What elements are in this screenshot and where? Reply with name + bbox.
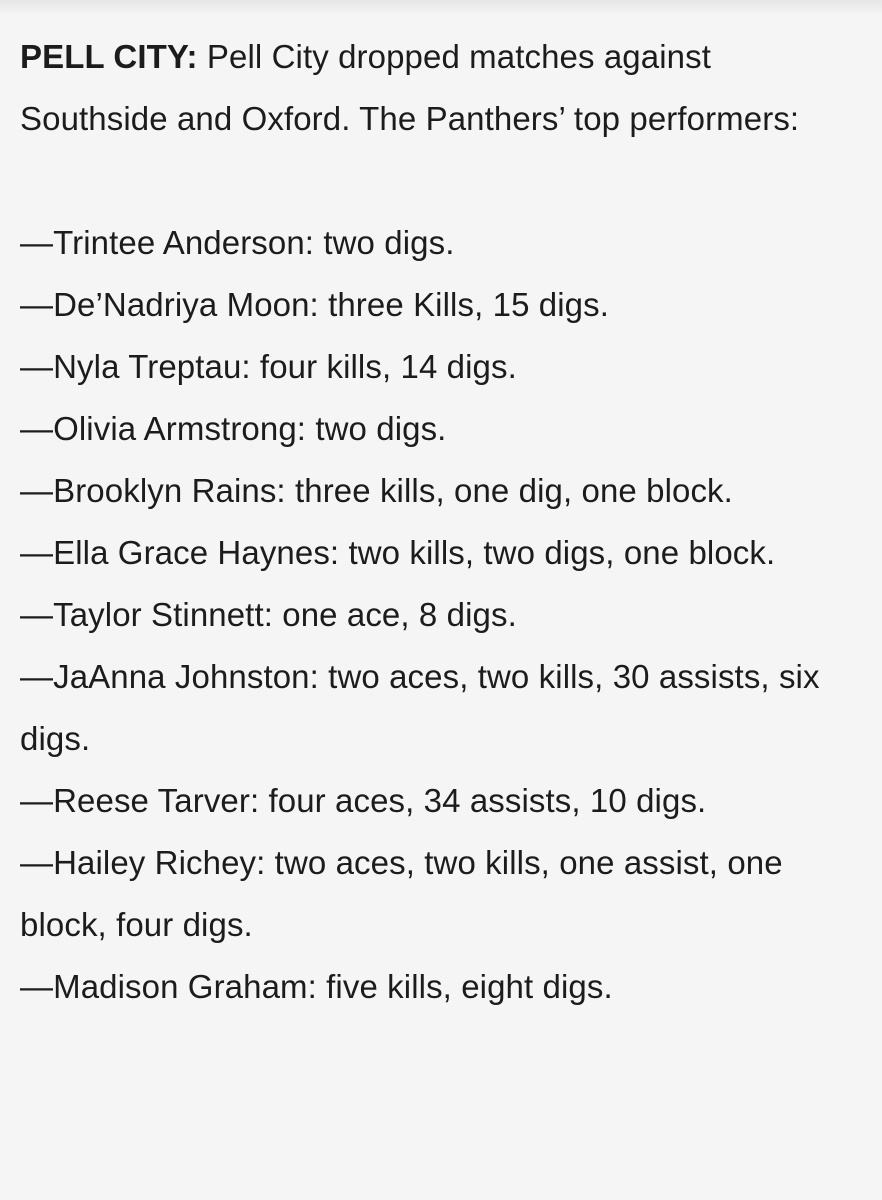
performer-text: Madison Graham: five kills, eight digs. [53, 968, 613, 1005]
performer-text: De’Nadriya Moon: three Kills, 15 digs. [53, 286, 609, 323]
dash: — [20, 658, 54, 695]
performer-item [20, 336, 858, 398]
performer-text: Olivia Armstrong: two digs. [53, 410, 447, 447]
article-text [20, 26, 858, 1018]
performer-text: Reese Tarver: four aces, 34 assists, 10 digs. [53, 782, 707, 819]
location-lead: PELL CITY: [20, 38, 198, 75]
intro-paragraph [20, 26, 858, 150]
dash: — [20, 844, 54, 881]
performer-item [20, 584, 858, 646]
performer-item [20, 274, 858, 336]
dash: — [20, 596, 54, 633]
dash: — [20, 286, 54, 323]
performer-item [20, 832, 858, 956]
dash: — [20, 534, 54, 571]
paragraph-spacer [20, 150, 858, 212]
dash: — [20, 968, 54, 1005]
dash: — [20, 348, 54, 385]
top-edge-shadow [0, 0, 882, 16]
performer-text: Ella Grace Haynes: two kills, two digs, one block. [53, 534, 776, 571]
performer-item [20, 522, 858, 584]
performer-item [20, 646, 858, 770]
performer-text: JaAnna Johnston: two aces, two kills, 30 assists, six digs. [20, 658, 820, 757]
performer-item [20, 460, 858, 522]
performer-item [20, 956, 858, 1018]
performer-text: Nyla Treptau: four kills, 14 digs. [53, 348, 517, 385]
performer-text: Trintee Anderson: two digs. [53, 224, 455, 261]
performer-text: Brooklyn Rains: three kills, one dig, one block. [53, 472, 733, 509]
dash: — [20, 410, 54, 447]
intro-text: Pell City dropped matches against Southside and Oxford. The Panthers’ top performers: [20, 38, 800, 137]
performer-text: Hailey Richey: two aces, two kills, one assist, one block, four digs. [20, 844, 783, 943]
performer-list [20, 212, 858, 1018]
dash: — [20, 224, 54, 261]
performer-item [20, 212, 858, 274]
performer-item [20, 770, 858, 832]
dash: — [20, 782, 54, 819]
dash: — [20, 472, 54, 509]
performer-item [20, 398, 858, 460]
performer-text: Taylor Stinnett: one ace, 8 digs. [53, 596, 517, 633]
